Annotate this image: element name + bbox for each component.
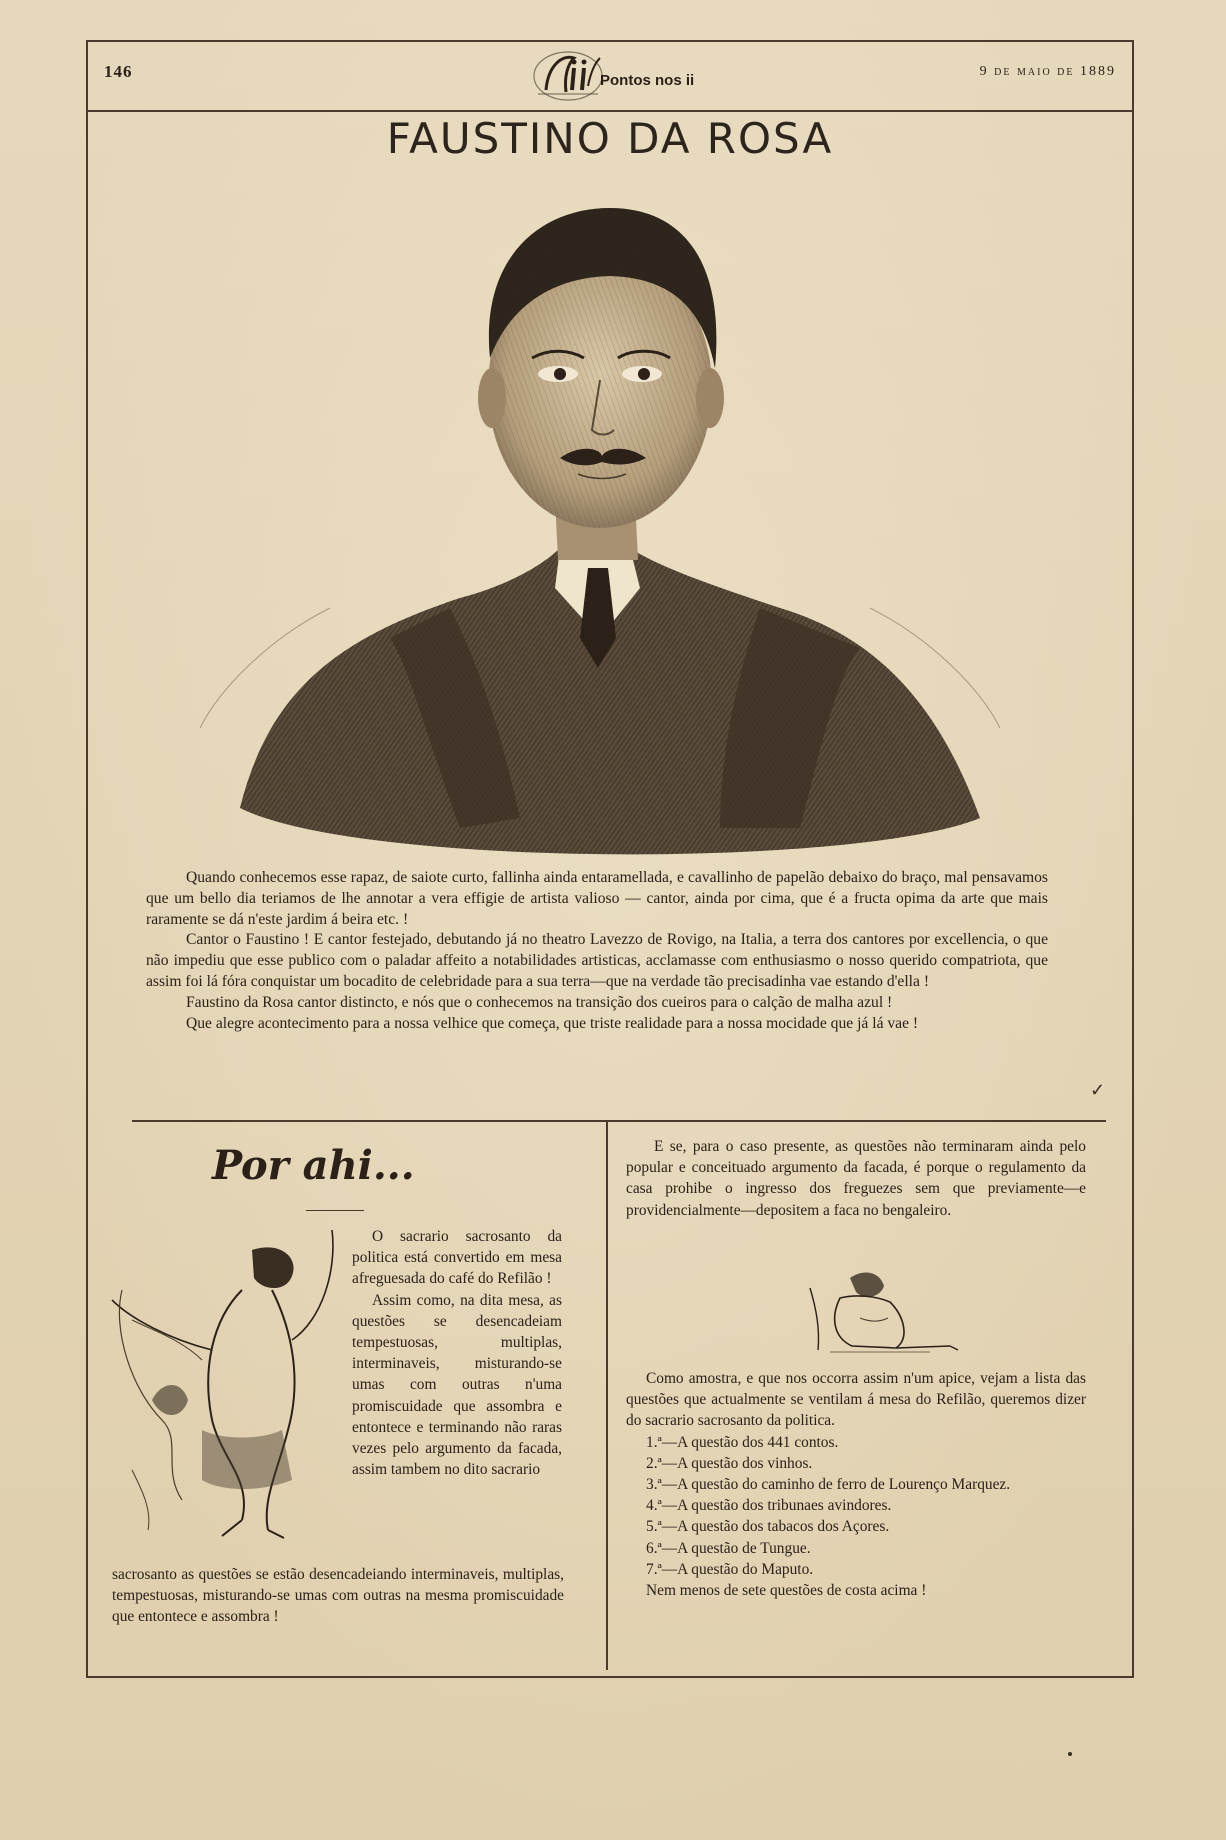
column-divider	[606, 1122, 608, 1670]
section-closing: Nem menos de sete questões de costa acima !	[646, 1582, 927, 1600]
article-title: FAUSTINO DA ROSA	[386, 114, 834, 163]
section-title: Por ahi...	[212, 1142, 415, 1189]
list-item: 4.ª—A questão dos tribunaes avindores.	[646, 1497, 892, 1515]
section-paragraph-1: O sacrario sacrosanto da politica está convertido em mesa afreguesada do café do Refilão !	[352, 1228, 562, 1288]
list-item: 1.ª—A questão dos 441 contos.	[646, 1433, 839, 1451]
section-paragraph-4: E se, para o caso presente, as questões não terminaram ainda pelo popular e conceituado argumento da facada, é porque o regulamento da casa prohibe o ingresso dos freguezes sem que previamente—e providencialmente—depositem a faca no bengaleiro.	[626, 1138, 1086, 1219]
portrait-illustration	[160, 168, 1040, 858]
masthead-logo	[528, 46, 708, 106]
article-body	[146, 868, 1048, 1034]
article-paragraph-3: Faustino da Rosa cantor distincto, e nós que o conhecemos na transição dos cueiros para o calção de malha azul !	[186, 993, 893, 1011]
page-header	[88, 42, 1132, 112]
list-item: 2.ª—A questão dos vinhos.	[646, 1454, 813, 1472]
list-item: 6.ª—A questão de Tungue.	[646, 1539, 811, 1557]
section-right-column-top	[626, 1136, 1086, 1221]
list-item: 3.ª—A questão do caminho de ferro de Lourenço Marquez.	[646, 1476, 1011, 1494]
issue-date: 9 de maio de 1889	[979, 64, 1116, 79]
section-left-wide-column	[112, 1564, 564, 1628]
article-paragraph-2: Cantor o Faustino ! E cantor festejado, debutando já no theatro Lavezzo de Rovigo, na Italia, a terra dos cantores por excellencia, o que não impediu que esse publico com o paladar affeito a notabilidades artisticas, acclamasse com enthusiasmo o nosso querido compatriota, que assim foi lá fóra conquistar um bocadito de celebridade para a sua terra—que na verdade tão precisadinha vae estando d'ella !	[146, 931, 1048, 990]
article-paragraph-1: Quando conhecemos esse rapaz, de saiote curto, fallinha ainda entaramellada, e cavallinho de papelão debaixo do braço, mal pensavamos que um bello dia teriamos de lhe annotar a vera effigie de artista valioso — cantor, ainda por cima, que é a fructa opima da arte que mais raramente se dá n'este jardim á beira etc. !	[146, 869, 1048, 928]
masthead-title: Pontos nos ii	[600, 72, 695, 89]
caricature-illustration	[92, 1230, 342, 1540]
paper-speck	[1068, 1752, 1072, 1756]
margin-mark-icon: ✓	[1090, 1080, 1106, 1100]
list-item: 5.ª—A questão dos tabacos dos Açores.	[646, 1518, 890, 1536]
seated-figure-illustration	[800, 1258, 970, 1358]
section-right-column-bottom	[626, 1368, 1086, 1601]
list-item: 7.ª—A questão do Maputo.	[646, 1560, 814, 1578]
section-paragraph-3: sacrosanto as questões se estão desencadeiando interminaveis, multiplas, tempestuosas, misturando-se umas com outras na mesma promiscuidade que entontece e assombra !	[112, 1566, 564, 1626]
article-paragraph-4: Que alegre acontecimento para a nossa velhice que começa, que triste realidade para a nossa mocidade que já lá vae !	[186, 1014, 919, 1032]
section-title-rule	[306, 1210, 364, 1211]
section-left-narrow-column	[352, 1226, 562, 1480]
section-paragraph-2: Assim como, na dita mesa, as questões se desencadeiam tempestuosas, multiplas, interminaveis, misturando-se umas com outras n'uma promiscuidade que assombra e entontece e terminando não raras vezes pelo argumento da facada, assim tambem no dito sacrario	[352, 1291, 562, 1479]
section-divider	[132, 1120, 1106, 1122]
page-number: 146	[104, 62, 133, 81]
section-paragraph-5: Como amostra, e que nos occorra assim n'um apice, vejam a lista das questões que actualmente se ventilam á mesa do Refilão, queremos dizer do sacrario sacrosanto da politica.	[626, 1370, 1086, 1430]
